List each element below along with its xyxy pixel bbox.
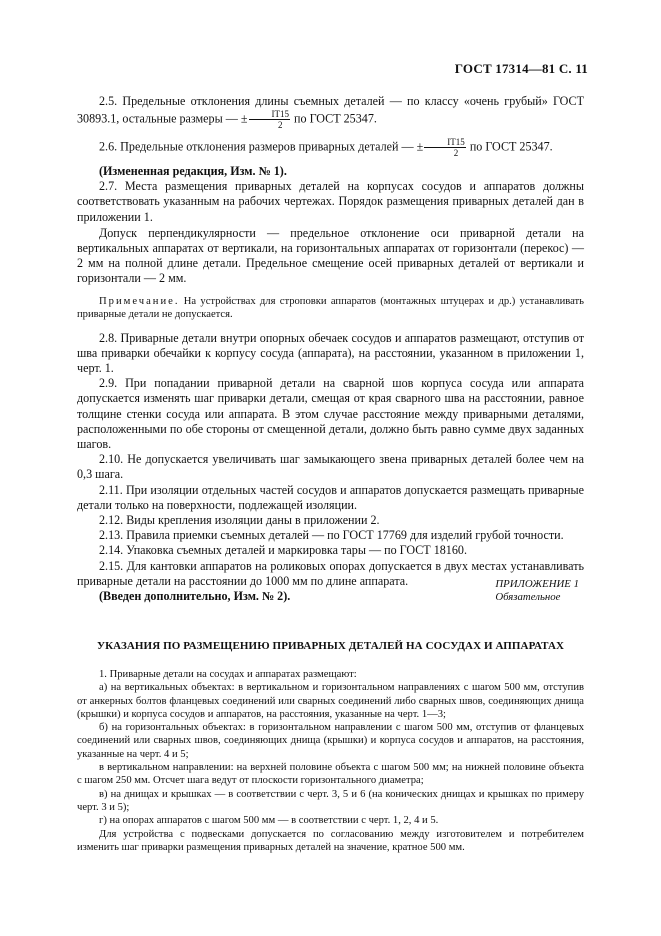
paragraph-2-15: 2.15. Для кантовки аппаратов на роликовых опорах допускается в двух местах устанавливать приварные детали на расстоянии до 1000 мм по длине аппарата. <box>77 558 584 588</box>
paragraph-2-14: 2.14. Упаковка съемных деталей и маркировка тары — по ГОСТ 18160. <box>99 543 467 558</box>
appendix-item: б) на горизонтальных объектах: в горизонтальном направлении с шагом 500 мм, отступив от фланцевых соединений или сварных швов, соединяющих днища (крышки) и корпуса сосудов и аппаратов, на расстояния, указанные на черт. 4 и 5; <box>77 722 584 760</box>
appendix-label: ПРИЛОЖЕНИЕ 1 <box>495 578 579 590</box>
paragraph-2-12: 2.12. Виды крепления изоляции даны в приложении 2. <box>99 513 380 528</box>
appendix-item: г) на опорах аппаратов с шагом 500 мм — в соответствии с черт. 1, 2, 4 и 5. <box>99 815 439 827</box>
paragraph-2-7-tolerance: Допуск перпендикулярности — предельное отклонение оси приварной детали на вертикальных аппаратах от вертикали, на горизонтальных аппаратах от горизонтали (перекос) — 2 мм на полной длине детали. Предельное смещение осей приварных деталей от вертикали и горизонтали — 2 мм. <box>77 225 584 286</box>
edit-note-1: (Измененная редакция, Изм. № 1). <box>99 164 287 178</box>
fraction-it15: $\frac{IT15}{2}$ <box>424 137 466 158</box>
appendix-item: Для устройства с подвесками допускается по согласованию между изготовителем и потребителем изменить шаг приварки размещения приварных деталей на значение, кратное 500 мм. <box>77 828 584 853</box>
fraction-it15: $\frac{IT15}{2}$ <box>249 109 291 130</box>
appendix-item: а) на вертикальных объектах: в вертикальном и горизонтальном направлениях с шагом 500 мм, отступив от анкерных болтов фланцевых соединений или сварных соединений либо сварных швов, соединяющих днища (крышки) и корпуса сосудов и аппаратов, на расстояния, указанные на черт. 1—3; <box>77 682 584 720</box>
appendix-title: УКАЗАНИЯ ПО РАЗМЕЩЕНИЮ ПРИВАРНЫХ ДЕТАЛЕЙ НА СОСУДАХ И АППАРАТАХ <box>96 640 565 652</box>
appendix-item: в) на днищах и крышках — в соответствии с черт. 3, 5 и 6 (на конических днищах и крышках по примеру черт. 3 и 5); <box>77 788 584 813</box>
note-label: Примечание. <box>99 295 180 307</box>
appendix-status: Обязательное <box>495 590 561 603</box>
page-header: ГОСТ 17314—81 С. 11 <box>454 61 588 76</box>
appendix-item: 1. Приварные детали на сосудах и аппаратах размещают: <box>99 669 357 680</box>
paragraph-2-7: 2.7. Места размещения приварных деталей на корпусах сосудов и аппаратов должны соответствовать указанным на рабочих чертежах. Порядок размещения приварных деталей дан в приложении 1. <box>77 179 584 224</box>
paragraph-2-11: 2.11. При изоляции отдельных частей сосудов и аппаратов допускается размещать приварные детали только на поверхности, подлежащей изоляции. <box>77 482 584 512</box>
appendix-item: в вертикальном направлении: на верхней половине объекта с шагом 500 мм; на нижней половине объекта с шагом 250 мм. Отсчет шага ведут от плоскости горизонтального диаметра; <box>77 762 584 787</box>
note <box>77 295 584 322</box>
note-text: На устройствах для строповки аппаратов (монтажных штуцерах и др.) устанавливать приварные детали не допускается. <box>77 295 585 321</box>
paragraph-2-8: 2.8. Приварные детали внутри опорных обечаек сосудов и аппаратов размещают, отступив от шва приварки обечайки к корпусу сосуда (аппарата), на расстоянии, указанном в приложении 1, черт. 1. <box>77 330 584 376</box>
paragraph-2-6: 2.6. Предельные отклонения размеров приварных деталей — ± $\frac{IT15}{2}$ по ГОСТ 25347. <box>99 137 553 158</box>
paragraph-2-10: 2.10. Не допускается увеличивать шаг замыкающего звена приварных деталей более чем на 0,3 шага. <box>77 452 584 482</box>
appendix-label-block <box>495 578 579 603</box>
paragraph-2-9: 2.9. При попадании приварной детали на сварной шов корпуса сосуда или аппарата допускается изменять шаг приварки детали, смещая от края сварного шва на расстоянии, равное толщине стенки сосуда или аппарата. В этом случае расстояние между приварными деталями, расположенными по обе стороны от смещенной детали, должно быть равно сумме двух заданных шагов. <box>77 376 584 452</box>
paragraph-2-13: 2.13. Правила приемки съемных деталей — по ГОСТ 17769 для изделий грубой точности. <box>99 528 564 543</box>
main-text <box>77 93 584 604</box>
appendix-text <box>77 668 584 854</box>
paragraph-2-5: 2.5. Предельные отклонения длины съемных деталей — по классу «очень грубый» ГОСТ 30893.1, остальные размеры — ± $\frac{IT15}{2}$ по ГОСТ 25347. <box>77 94 584 130</box>
edit-note-2: (Введен дополнительно, Изм. № 2). <box>99 589 291 604</box>
